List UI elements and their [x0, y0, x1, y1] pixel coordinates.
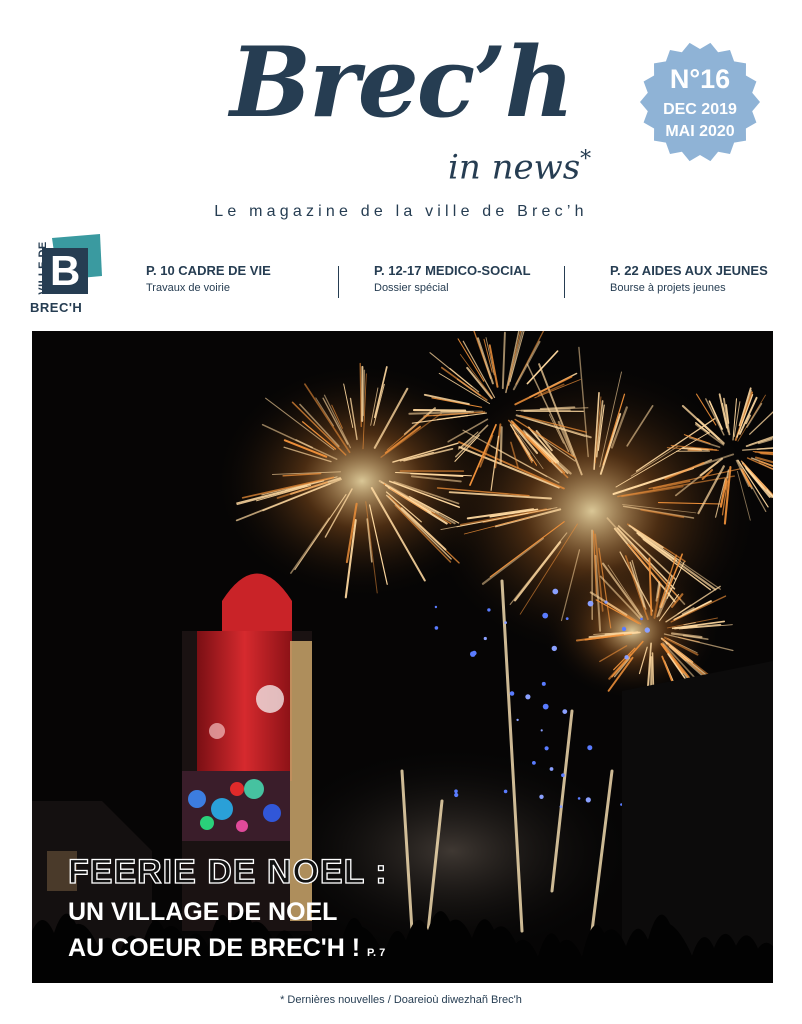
masthead-title	[230, 26, 592, 188]
section-teaser-cadre-de-vie[interactable]	[146, 263, 271, 294]
headline-page-ref: P. 7	[367, 947, 386, 959]
footnote: * Dernières nouvelles / Doareioù diwezhañ Brec'h	[280, 994, 522, 1006]
logo-letter: B	[50, 247, 81, 294]
divider	[338, 266, 339, 298]
logo-vertical-text: VILLE DE	[36, 241, 49, 295]
subtitle-text: in news	[448, 147, 581, 188]
headline-line-2	[68, 933, 388, 968]
issue-number: N°16	[669, 64, 731, 94]
city-logo	[28, 232, 108, 320]
divider	[564, 266, 565, 298]
magazine-subtitle	[448, 140, 591, 187]
cover-headline	[68, 853, 388, 968]
section-teaser-medico-social[interactable]	[374, 263, 531, 294]
section-subtitle: Dossier spécial	[374, 282, 449, 294]
section-subtitle: Travaux de voirie	[146, 282, 230, 294]
tagline: Le magazine de la ville de Brec’h	[214, 203, 588, 220]
section-title: P. 10 CADRE DE VIE	[146, 263, 271, 278]
magazine-name: Brec’h	[230, 26, 573, 139]
cover-photo	[32, 331, 773, 983]
section-subtitle: Bourse à projets jeunes	[610, 282, 726, 294]
issue-badge	[640, 42, 760, 162]
section-title: P. 12-17 MEDICO-SOCIAL	[374, 263, 531, 278]
issue-date-start: DEC 2019	[663, 101, 737, 118]
issue-date-end: MAI 2020	[665, 123, 735, 140]
section-teaser-aides-aux-jeunes[interactable]	[610, 263, 768, 294]
headline-line-2-text: AU COEUR DE BREC'H !	[68, 934, 361, 962]
logo-bottom-text: BREC'H	[30, 300, 83, 315]
headline-kicker: FEERIE DE NOEL :	[68, 853, 388, 891]
section-title: P. 22 AIDES AUX JEUNES	[610, 263, 768, 278]
subtitle-asterisk: *	[580, 147, 592, 172]
headline-line-1: UN VILLAGE DE NOEL	[68, 898, 338, 926]
